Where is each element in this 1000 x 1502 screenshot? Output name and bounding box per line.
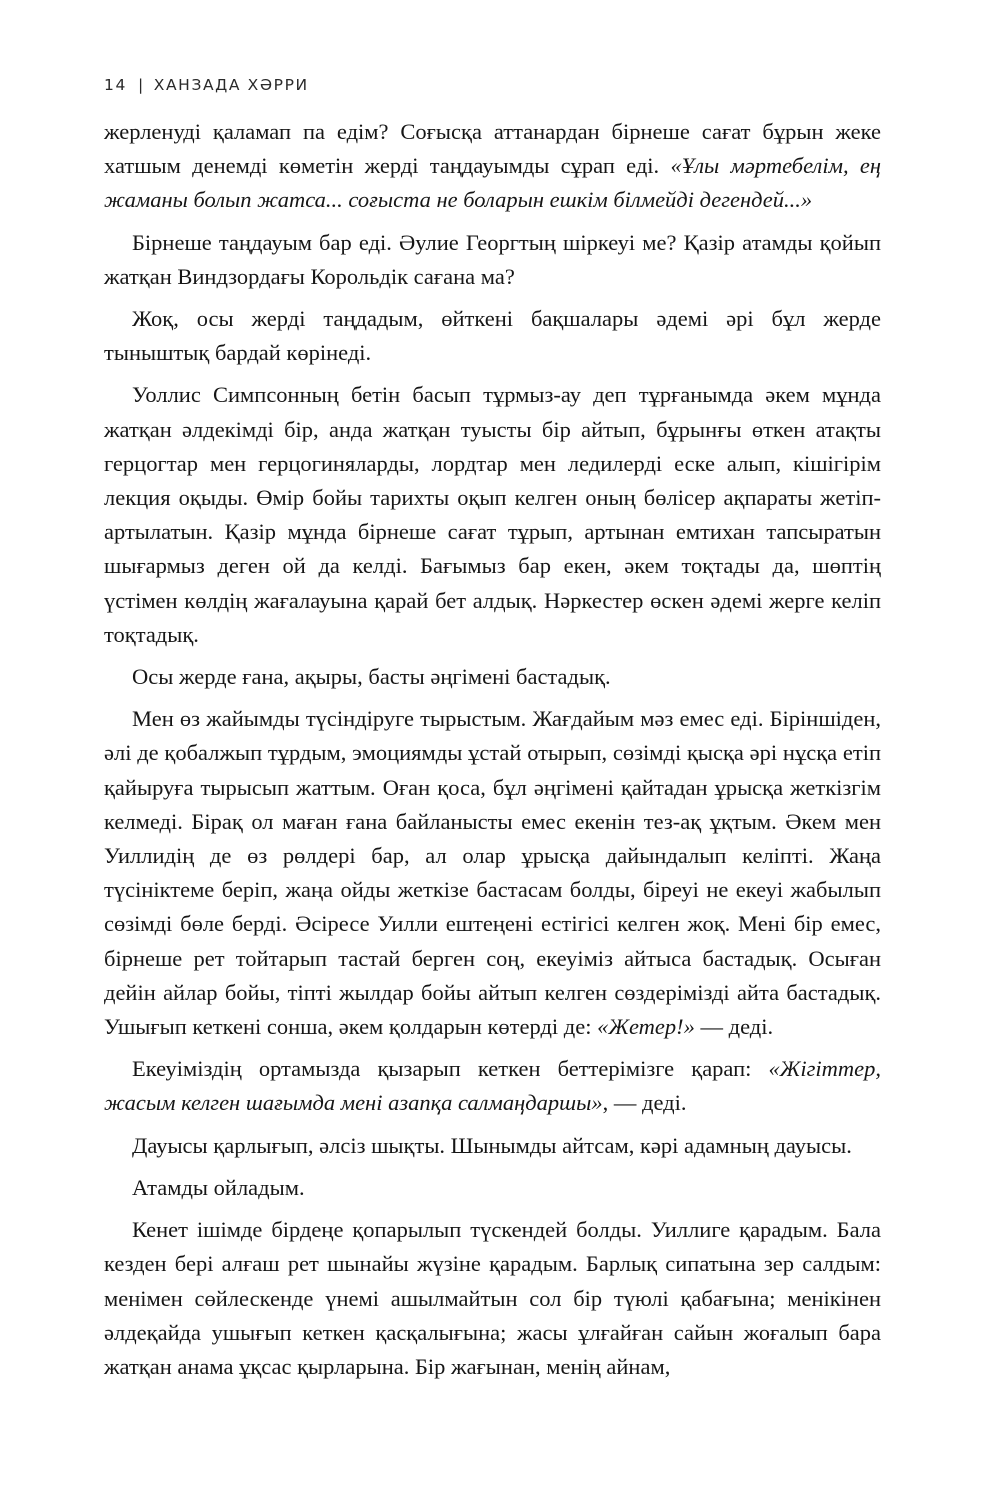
text-run: Осы жерде ғана, ақыры, басты әңгімені бастадық. [132, 664, 611, 690]
text-run: Дауысы қарлығып, әлсіз шықты. Шынымды айтсам, кәрі адамның дауысы. [132, 1132, 852, 1158]
text-run: Бірнеше таңдауым бар еді. Әулие Георгтың шіркеуі ме? Қазір атамды қойып жатқан Виндзордағы Корольдік сағана ма? [104, 229, 881, 289]
text-run: жерленуді қаламап па едім? Соғысқа аттанардан бірнеше сағат бұрын жеке хатшым денемді көметін жерді таңдауымды сұрап еді. [104, 119, 881, 179]
text-run: Мен өз жайымды түсіндіруге тырыстым. Жағдайым мәз емес еді. Біріншіден, әлі де қобалжып тұрдым, эмоциямды ұстай отырып, сөзімді қысқа әрі нұсқа етіп қайыруға тырысып жаттым. Оған қоса, бұл әңгімені қайтадан ұрысқа жеткізгім келмеді. Бірақ ол маған ғана байланысты емес екенін тез-ақ ұқтым. Әкем мен Уиллидің де өз рөлдері бар, ал олар ұрысқа дайындалып келіпті. Жаңа түсініктеме беріп, жаңа ойды жеткізе бастасам болды, біреуі не екеуі жабылып сөзімді бөле берді. Әсіресе Уилли ештеңені естігісі келген жоқ. Мені бір емес, бірнеше рет тойтарып тастай берген соң, екеуіміз айтыса бастадық. Осыған дейін айлар бойы, тіпті жылдар бойы айтып келген сөздерімізді айта бастадық. Ушығып кеткені сонша, әкем қолдарын көтерді де: [104, 706, 881, 1040]
paragraph [104, 660, 881, 694]
header-separator: | [137, 76, 145, 94]
body-text [104, 115, 881, 1384]
paragraph [104, 702, 881, 1044]
paragraph [104, 378, 881, 652]
page-number: 14 [104, 76, 127, 94]
running-head [104, 76, 309, 94]
italic-quote: «Ұлы мәртебелім, ең жаманы болып жатса... соғыста не боларын ешкім білмейді дегендей...» [104, 153, 881, 213]
text-run: Уоллис Симпсонның бетін басып тұрмыз-ау деп тұрғанымда әкем мұнда жатқан әлдекімді бір, анда жатқан туысты бір айтып, бұрынғы өткен атақты герцогтар мен герцогиняларды, лордтар мен ледилерді еске алып, кішігірім лекция оқыды. Өмір бойы тарихты оқып келген оның бөлісер ақпараты жетіп-артылатын. Қазір мұнда бірнеше сағат тұрып, артынан емтихан тапсыратын шығармыз деген ой да келді. Бағымыз бар екен, әкем тоқтады да, шөптің үстімен көлдің жағалауына қарай бет алдық. Нәркестер өскен әдемі жерге келіп тоқтадық. [104, 382, 881, 647]
text-run: — деді. [694, 1014, 774, 1040]
text-run: Жоқ, осы жерді таңдадым, өйткені бақшалары әдемі әрі бұл жерде тыныштық бардай көрінеді. [104, 306, 881, 366]
text-run: , — деді. [602, 1090, 687, 1116]
paragraph [104, 226, 881, 294]
paragraph [104, 1129, 881, 1163]
book-title: ХАНЗАДА ХӘРРИ [153, 76, 309, 94]
paragraph [104, 1213, 881, 1384]
paragraph [104, 302, 881, 370]
text-run: Атамды ойладым. [132, 1174, 305, 1200]
paragraph [104, 1171, 881, 1205]
text-run: Екеуіміздің ортамызда қызарып кеткен беттерімізге қарап: [132, 1056, 769, 1082]
paragraph [104, 1052, 881, 1120]
text-run: Кенет ішімде бірдеңе қопарылып түскендей болды. Уиллиге қарадым. Бала кезден бері алғаш рет шынайы жүзіне қарадым. Барлық сипатына зер салдым: менімен сөйлескенде үнемі ашылмайтын сол бір түюлі қабағына; менікінен әлдеқайда ушығып кеткен қасқалығына; жасы ұлғайған сайын жоғалып бара жатқан анама ұқсас қырларына. Бір жағынан, менің айнам, [104, 1217, 881, 1379]
italic-quote: «Жігіттер, жасым келген шағымда мені азапқа салмаңдаршы» [104, 1056, 881, 1116]
italic-quote: «Жетер!» [597, 1014, 695, 1040]
paragraph [104, 115, 881, 218]
